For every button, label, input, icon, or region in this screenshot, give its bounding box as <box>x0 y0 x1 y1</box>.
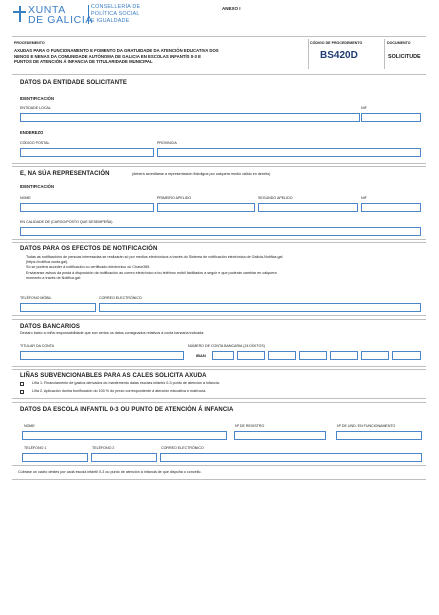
account-block-input[interactable] <box>392 351 421 360</box>
school-email-input[interactable] <box>160 453 422 462</box>
procedure-label: PROCEDEMENTO <box>14 41 45 45</box>
entity-section <box>12 74 426 164</box>
divider <box>384 39 385 69</box>
school-email-label: CORREO ELECTRÓNICO <box>161 446 204 450</box>
school-name-input[interactable] <box>22 431 227 440</box>
annex-label: ANEXO I <box>222 6 241 11</box>
postal-code-label: CÓDIGO POSTAL <box>20 141 50 145</box>
procedure-title-line: NENOS E NENAS DA COMUNIDADE AUTÓNOMA DE GALICIA EN ESCOLAS INFANTÍS 0-3 E <box>14 53 202 59</box>
representative-nif-label: NIF <box>361 196 367 200</box>
account-block-input[interactable] <box>330 351 358 360</box>
second-surname-label: SEGUNDO APELIDO <box>258 196 293 200</box>
name-label: NOME <box>20 196 31 200</box>
procedure-band <box>12 36 426 70</box>
mobile-input[interactable] <box>20 303 96 312</box>
lines-section <box>12 369 426 399</box>
phone-2-label: TELÉFONO 2 <box>92 446 115 450</box>
phone-1-label: TELÉFONO 1 <box>24 446 47 450</box>
second-surname-input[interactable] <box>258 203 358 212</box>
units-label: Nº DE UND. EN FUNCIONAMENTO <box>337 424 396 428</box>
account-block-input[interactable] <box>268 351 296 360</box>
entity-address: ENDEREZO <box>20 130 44 135</box>
email-label: CORREO ELECTRÓNICO <box>99 296 142 300</box>
lines-title: LIÑAS SUBVENCIONABLES PARA AS CALES SOLICITA AXUDA <box>20 373 207 379</box>
procedure-title-line: AXUDAS PARA O FUNCIONAMENTO E FOMENTO DA GRATUIDADE DA ATENCIÓN EDUCATIVA DOS <box>14 48 219 53</box>
account-number-label: NÚMERO DE CONTA BANCARIA (24 DÍXITOS) <box>188 344 265 348</box>
account-block-input[interactable] <box>299 351 327 360</box>
registry-label: Nº DE REXISTRO <box>235 424 265 428</box>
xunta-cross-icon <box>13 6 26 22</box>
notification-line: momento a través de Notifica.gal: <box>26 275 81 280</box>
iban-input[interactable] <box>212 351 234 360</box>
line-1-checkbox[interactable] <box>20 382 24 386</box>
entity-title: DATOS DA ENTIDADE SOLICITANTE <box>20 80 128 86</box>
logo-line-2: DE GALICIA <box>28 14 93 26</box>
name-input[interactable] <box>20 203 154 212</box>
line-2-checkbox[interactable] <box>20 390 24 394</box>
phone-2-input[interactable] <box>91 453 157 462</box>
account-holder-input[interactable] <box>20 351 184 360</box>
first-surname-input[interactable] <box>157 203 255 212</box>
province-label: PROVINCIA <box>157 141 177 145</box>
representative-section <box>12 166 426 240</box>
notification-section <box>12 242 426 316</box>
logo-line-1: XUNTA <box>28 4 66 16</box>
notification-line: Todas as notificacións de persoas interesadas se realizarán só por medios electrónicos a través do Sistema de notificación electrónica de Galicia-Notifica.gal <box>26 255 283 259</box>
role-label: EN CALIDADE DE (CARGO/POSTO QUE DESEMPEÑA) <box>20 220 113 224</box>
representative-note: (deberá acreditarse a representación fidedigna por calquera medio válido en dereito) <box>132 172 271 176</box>
notification-line: Só se poderá acceder á notificación co certificado electrónico ou Chave365. <box>26 265 151 270</box>
account-block-input[interactable] <box>361 351 389 360</box>
consellaria-line-3: E IGUALDADE <box>91 18 130 24</box>
procedure-code-label: CÓDIGO DE PROCEDEMENTO <box>310 41 363 45</box>
representative-identification: IDENTIFICACIÓN <box>20 184 54 189</box>
logo-divider <box>88 5 89 24</box>
phone-1-input[interactable] <box>22 453 88 462</box>
units-input[interactable] <box>336 431 422 440</box>
entity-nif-label: NIF <box>361 106 367 110</box>
footnote-row <box>12 468 426 480</box>
procedure-title <box>14 48 306 65</box>
iban-label: IBAN <box>196 353 206 358</box>
notification-line: Enviaranse avisos da posta á disposición da notificación ao correo electrónico e/ou teléfono móbil facilitados a seguir e que poderán cambiar en calquera <box>26 270 277 275</box>
representative-title: E, NA SÚA REPRESENTACIÓN <box>20 171 110 177</box>
school-section <box>12 402 426 466</box>
local-entity-input[interactable] <box>20 113 360 122</box>
document-label: DOCUMENTO <box>387 41 411 45</box>
notification-line: (https://notifica.xunta.gal). <box>26 260 69 265</box>
document-type: SOLICITUDE <box>388 54 421 60</box>
account-holder-label: TITULAR DA CONTA <box>20 344 55 348</box>
procedure-title-line: PUNTOS DE ATENCIÓN Á INFANCIA DE TITULARIDADE MUNICIPAL <box>14 59 153 65</box>
notification-text <box>26 255 422 281</box>
local-entity-label: ENTIDADE LOCAL <box>20 106 51 110</box>
bank-title: DATOS BANCARIOS <box>20 324 80 330</box>
mobile-label: TELÉFONO MÓBIL <box>20 296 52 300</box>
bank-section <box>12 319 426 367</box>
school-footnote: Cubrase un cadro destes por cada escola infantil 0-3 ou punto de atención á infancia de que dispoña o concello. <box>18 470 202 474</box>
postal-code-input[interactable] <box>20 148 154 157</box>
first-surname-label: PRIMEIRO APELIDO <box>157 196 192 200</box>
school-name-label: NOME <box>24 424 35 428</box>
consellaria-line-1: CONSELLERÍA DE <box>91 4 141 10</box>
line-1-label: Liña 1. Financiamento de gastos derivados do mantemento dalas escolas infantís 0-3 punto de atención á infancia. <box>32 381 220 385</box>
line-2-label: Liña 2. Aplicación dunha bonificación do 100 % do prezo correspondente á atención educativa e matrícula. <box>32 389 207 393</box>
notification-title: DATOS PARA OS EFECTOS DE NOTIFICACIÓN <box>20 246 158 252</box>
entity-nif-input[interactable] <box>361 113 421 122</box>
consellaria-line-2: POLÍTICA SOCIAL <box>91 11 140 17</box>
divider <box>308 39 309 69</box>
role-input[interactable] <box>20 227 421 236</box>
email-input[interactable] <box>99 303 421 312</box>
registry-input[interactable] <box>234 431 326 440</box>
account-block-input[interactable] <box>237 351 265 360</box>
province-input[interactable] <box>157 148 421 157</box>
bank-statement: Declaro baixo a miña responsabilidade que son certos os datos consignados relativos á conta bancaria indicada. <box>20 331 205 335</box>
procedure-code: BS420D <box>320 50 358 61</box>
entity-identification: IDENTIFICACIÓN <box>20 96 54 101</box>
school-title: DATOS DA ESCOLA INFANTIL 0-3 OU PUNTO DE ATENCIÓN Á INFANCIA <box>20 407 234 413</box>
representative-nif-input[interactable] <box>361 203 421 212</box>
